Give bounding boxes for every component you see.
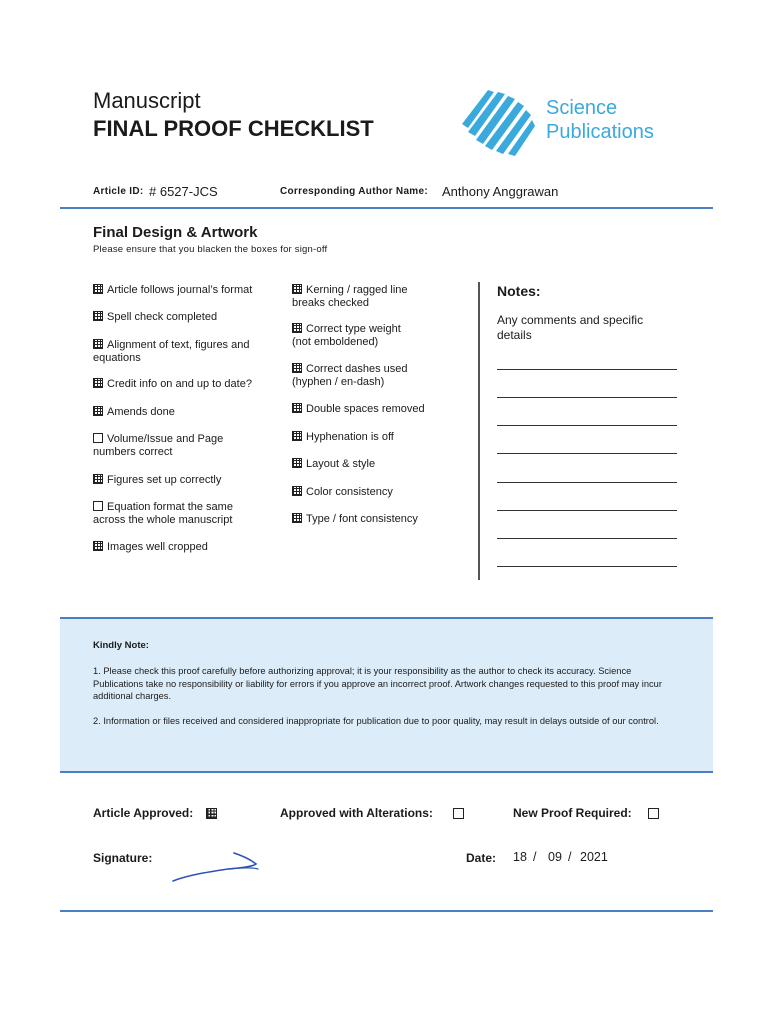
checkbox[interactable]	[292, 431, 302, 441]
checkbox[interactable]	[93, 284, 103, 294]
checklist-item-label: Amends done	[107, 406, 175, 418]
notes-title: Notes:	[497, 283, 541, 299]
article-approved-checkbox[interactable]	[206, 808, 217, 819]
date-label: Date:	[466, 851, 497, 865]
checklist-item-label: Images well cropped	[107, 541, 208, 553]
signature-handwriting[interactable]	[168, 848, 264, 886]
checklist-item-label: Spell check completed	[107, 311, 218, 323]
approved-with-alterations-checkbox[interactable]	[453, 808, 464, 819]
checkbox[interactable]	[292, 323, 302, 333]
checkbox[interactable]	[292, 284, 302, 294]
checklist-item-label: Credit info on and up to date?	[107, 378, 252, 390]
title-manuscript: Manuscript	[93, 88, 201, 113]
kindly-note-title: Kindly Note:	[93, 640, 149, 651]
checklist-item[interactable]	[292, 486, 462, 499]
title-final-proof-checklist: FINAL PROOF CHECKLIST	[93, 116, 374, 141]
logo-text-science: Science	[546, 97, 618, 119]
note-line[interactable]	[497, 369, 677, 370]
new-proof-required-label: New Proof Required:	[513, 806, 632, 820]
checklist-item-label: Volume/Issue and Page numbers correct	[93, 433, 224, 458]
date-separator: /	[533, 850, 537, 864]
checkbox[interactable]	[292, 403, 302, 413]
date-separator: /	[568, 850, 572, 864]
divider-top	[60, 207, 713, 209]
note-line[interactable]	[497, 453, 677, 454]
checklist-item[interactable]	[93, 378, 273, 391]
date-year: 2021	[580, 850, 608, 864]
checklist-item-label: Hyphenation is off	[306, 431, 394, 443]
article-approved-label: Article Approved:	[93, 806, 194, 820]
checklist-item[interactable]	[292, 431, 462, 444]
checklist-item[interactable]	[93, 501, 258, 527]
checklist-item-label: Equation format the same across the whole manuscript	[93, 501, 233, 526]
checklist-item[interactable]	[93, 339, 273, 365]
approved-with-alterations-label: Approved with Alterations:	[280, 806, 433, 820]
checklist-item-label: Correct dashes used (hyphen / en-dash)	[292, 363, 408, 388]
checklist-item-label: Figures set up correctly	[107, 474, 222, 486]
checklist-item[interactable]	[93, 311, 273, 324]
notes-description: Any comments and specific details	[497, 313, 644, 342]
kindly-note-paragraph-2: 2. Information or files received and considered inappropriate for publication due to poor quality, may result in delays outside of our control.	[93, 716, 659, 726]
checkbox[interactable]	[292, 486, 302, 496]
checklist-item-label: Color consistency	[306, 486, 393, 498]
checkbox[interactable]	[93, 339, 103, 349]
section-subtitle: Please ensure that you blacken the boxes for sign-off	[93, 244, 328, 255]
checkbox[interactable]	[93, 474, 103, 484]
checklist-item[interactable]	[93, 433, 253, 459]
kindly-note-border-top	[60, 617, 713, 619]
checklist-item[interactable]	[292, 458, 462, 471]
checklist-item[interactable]	[292, 323, 422, 349]
checkbox[interactable]	[292, 458, 302, 468]
date-day: 18	[513, 850, 527, 864]
section-title: Final Design & Artwork	[93, 224, 258, 241]
divider-bottom	[60, 910, 713, 912]
author-value: Anthony Anggrawan	[442, 184, 559, 199]
article-id-label: Article ID:	[93, 186, 144, 197]
note-line[interactable]	[497, 482, 677, 483]
checklist-item-label: Kerning / ragged line breaks checked	[292, 284, 408, 309]
note-line[interactable]	[497, 510, 677, 511]
note-line[interactable]	[497, 566, 677, 567]
kindly-note-border-bottom	[60, 771, 713, 773]
checklist-item[interactable]	[93, 284, 273, 297]
checkbox[interactable]	[93, 378, 103, 388]
checkbox[interactable]	[93, 433, 103, 443]
kindly-note-paragraph-1: 1. Please check this proof carefully before authorizing approval; it is your responsibility as the author to check its accuracy. Science Publications take no responsibility or liability for errors if you approve an incorrect proof. Artwork changes requested to this proof may incur additional charges.	[93, 666, 662, 701]
checkbox[interactable]	[93, 311, 103, 321]
checklist-item-label: Type / font consistency	[306, 513, 418, 525]
new-proof-required-checkbox[interactable]	[648, 808, 659, 819]
checkbox[interactable]	[93, 406, 103, 416]
checklist-item-label: Double spaces removed	[306, 403, 425, 415]
note-line[interactable]	[497, 397, 677, 398]
checklist-item-label: Article follows journal’s format	[107, 284, 253, 296]
article-id-value: # 6527-JCS	[149, 184, 218, 199]
date-month: 09	[548, 850, 562, 864]
checkbox[interactable]	[292, 363, 302, 373]
checklist-item[interactable]	[93, 474, 273, 487]
checklist-item-label: Correct type weight (not emboldened)	[292, 323, 401, 348]
checkbox[interactable]	[93, 541, 103, 551]
signature-label: Signature:	[93, 851, 153, 865]
logo-text	[546, 96, 654, 144]
checkbox[interactable]	[292, 513, 302, 523]
checklist-item[interactable]	[292, 403, 462, 416]
note-line[interactable]	[497, 425, 677, 426]
checklist-item-label: Alignment of text, figures and equations	[93, 339, 250, 364]
note-line[interactable]	[497, 538, 677, 539]
checkbox[interactable]	[93, 501, 103, 511]
checklist-item-label: Layout & style	[306, 458, 376, 470]
logo-text-publications: Publications	[546, 121, 654, 143]
checklist-item[interactable]	[292, 363, 432, 389]
notes-divider	[478, 282, 480, 580]
checklist-item[interactable]	[93, 406, 273, 419]
author-label: Corresponding Author Name:	[280, 186, 428, 197]
checklist-item[interactable]	[292, 284, 432, 310]
checklist-item[interactable]	[292, 513, 462, 526]
checklist-item[interactable]	[93, 541, 273, 554]
